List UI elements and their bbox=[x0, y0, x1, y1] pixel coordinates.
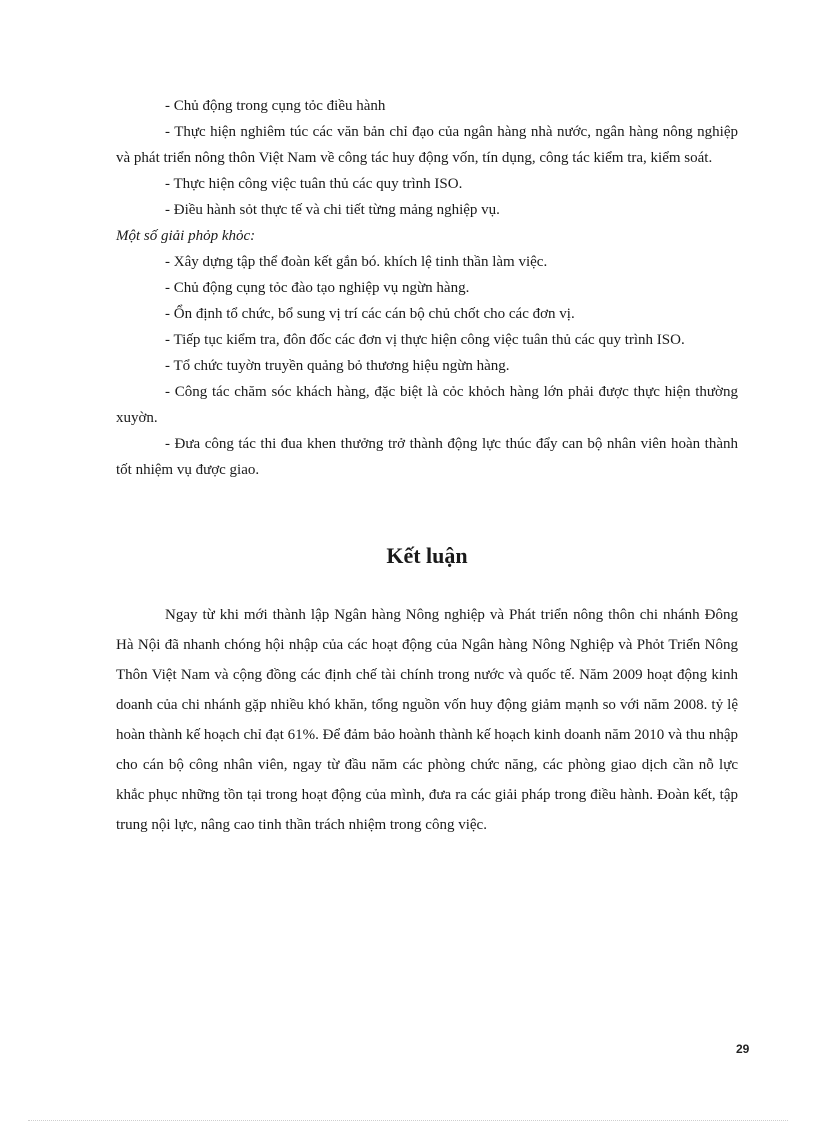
page-number: 29 bbox=[736, 1042, 750, 1056]
conclusion-paragraph: Ngay từ khi mới thành lập Ngân hàng Nông nghiệp và Phát triển nông thôn chi nhánh Đông Hà Nội đã nhanh chóng hội nhập của các hoạt động của Ngân hàng Nông Nghiệp và Phỏt Triển Nông Thôn Việt Nam và cộng đồng các định chế tài chính trong nước và quốc tế. Năm 2009 hoạt động kinh doanh của chi nhánh gặp nhiều khó khăn, tổng nguồn vốn huy động giảm mạnh so với năm 2008. tỷ lệ hoàn thành kế hoạch chỉ đạt 61%. Để đảm bảo hoành thành kế hoạch kinh doanh năm 2010 và thu nhập cho cán bộ công nhân viên, ngay từ đầu năm các phòng chức năng, các phòng giao dịch cần nỗ lực khắc phục những tồn tại trong hoạt động của mình, đưa ra các giải pháp trong điều hành. Đoàn kết, tập trung nội lực, nâng cao tinh thần trách nhiệm trong công việc. bbox=[116, 607, 738, 833]
section-subheading: Một số giải phỏp khỏc: bbox=[116, 228, 256, 244]
bullet-item: - Tổ chức tuyờn truyền quảng bỏ thương hiệu ngừn hàng. bbox=[165, 358, 510, 374]
page-bottom-divider bbox=[28, 1120, 788, 1121]
bullet-item: - Điều hành sỏt thực tế và chi tiết từng mảng nghiệp vụ. bbox=[165, 202, 500, 218]
bullet-item: - Tiếp tục kiểm tra, đôn đốc các đơn vị thực hiện công việc tuân thủ các quy trình ISO. bbox=[165, 332, 685, 348]
bullet-item: - Chủ động cụng tỏc đào tạo nghiệp vụ ngừn hàng. bbox=[165, 280, 470, 296]
bullet-item: - Ổn định tổ chức, bổ sung vị trí các cán bộ chủ chốt cho các đơn vị. bbox=[165, 306, 575, 322]
bullet-item: - Công tác chăm sóc khách hàng, đặc biệt là cỏc khỏch hàng lớn phải được thực hiện thường xuyờn. bbox=[116, 384, 738, 426]
bullet-item: - Chủ động trong cụng tỏc điều hành bbox=[165, 98, 386, 114]
bullet-item: - Thực hiện nghiêm túc các văn bản chỉ đạo của ngân hàng nhà nước, ngân hàng nông nghiệp và phát triển nông thôn Việt Nam về công tác huy động vốn, tín dụng, công tác kiểm tra, kiểm soát. bbox=[116, 124, 738, 166]
bullet-item: - Thực hiện công việc tuân thủ các quy trình ISO. bbox=[165, 176, 463, 192]
bullet-item: - Đưa công tác thi đua khen thưởng trở thành động lực thúc đẩy can bộ nhân viên hoàn thành tốt nhiệm vụ được giao. bbox=[116, 436, 738, 478]
conclusion-title: Kết luận bbox=[386, 543, 468, 568]
bullet-item: - Xây dựng tập thể đoàn kết gắn bó. khích lệ tinh thần làm việc. bbox=[165, 254, 548, 270]
page-content bbox=[116, 93, 738, 840]
